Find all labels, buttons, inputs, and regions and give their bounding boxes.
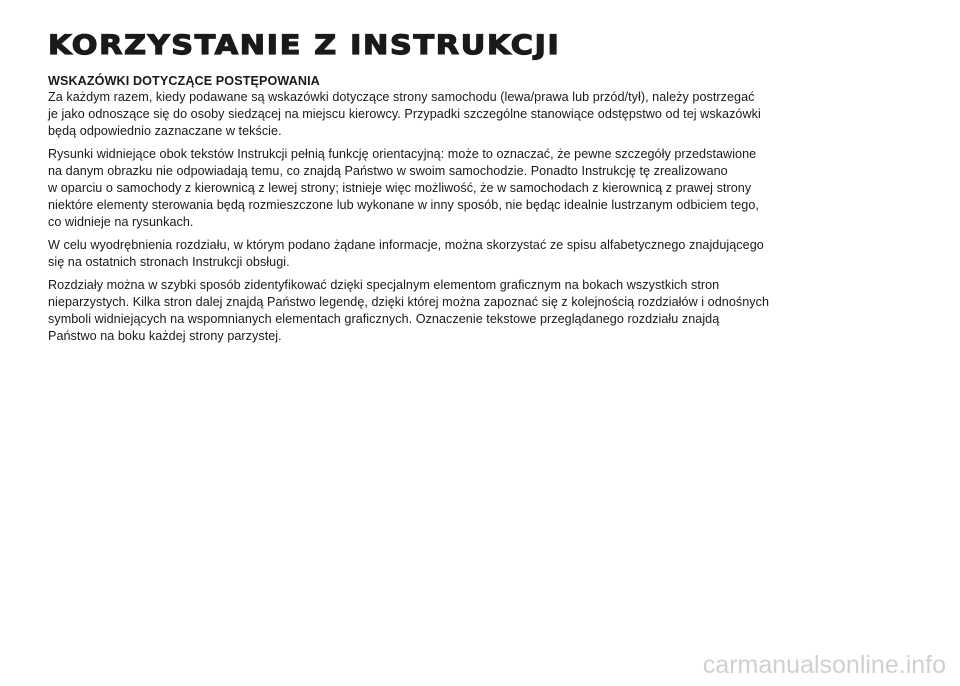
text-line: na danym obrazku nie odpowiadają temu, co znajdą Państwo w swoim samochodzie. Ponadto Instrukcję tę zrealizowano (48, 164, 728, 178)
watermark-text: carmanualsonline.info (702, 651, 946, 679)
text-line: Za każdym razem, kiedy podawane są wskazówki dotyczące strony samochodu (lewa/prawa lub przód/tył), należy postrzegać (48, 90, 755, 104)
text-line: co widnieje na rysunkach. (48, 215, 194, 229)
text-line: nieparzystych. Kilka stron dalej znajdą Państwo legendę, dzięki której można zapoznać się z kolejnością rozdziałów i odnośnych (48, 295, 770, 309)
text-line: się na ostatnich stronach Instrukcji obsługi. (48, 255, 290, 269)
page-title: KORZYSTANIE Z INSTRUKCJI (48, 30, 561, 61)
text-line: je jako odnoszące się do osoby siedzącej na miejscu kierowcy. Przypadki szczególne stanowiące odstępstwo od tej wskazówki (48, 107, 761, 121)
text-line: będą odpowiednio zaznaczane w tekście. (48, 124, 282, 138)
paragraph-1 (48, 89, 912, 140)
paragraph-3 (48, 237, 912, 271)
paragraph-2 (48, 146, 912, 231)
text-line: Rysunki widniejące obok tekstów Instrukcji pełnią funkcję orientacyjną: może to oznaczać, że pewne szczegóły przedstawione (48, 147, 757, 161)
section-subtitle: WSKAZÓWKI DOTYCZĄCE POSTĘPOWANIA (48, 74, 320, 88)
text-line: W celu wyodrębnienia rozdziału, w którym podano żądane informacje, można skorzystać ze spisu alfabetycznego znajdującego (48, 238, 764, 252)
document-page (48, 30, 912, 351)
text-line: w oparciu o samochody z kierownicą z lewej strony; istnieje więc możliwość, że w samochodach z kierownicą z prawej strony (48, 181, 752, 195)
paragraph-4 (48, 277, 912, 345)
text-line: Państwo na boku każdej strony parzystej. (48, 329, 282, 343)
text-line: symboli widniejących na wspomnianych elementach graficznych. Oznaczenie tekstowe przeglądanego rozdziału znajdą (48, 312, 720, 326)
text-line: Rozdziały można w szybki sposób zidentyfikować dzięki specjalnym elementom graficznym na bokach wszystkich stron (48, 278, 720, 292)
text-line: niektóre elementy sterowania będą rozmieszczone lub wykonane w inny sposób, nie będąc idealnie lustrzanym odbiciem tego, (48, 198, 759, 212)
